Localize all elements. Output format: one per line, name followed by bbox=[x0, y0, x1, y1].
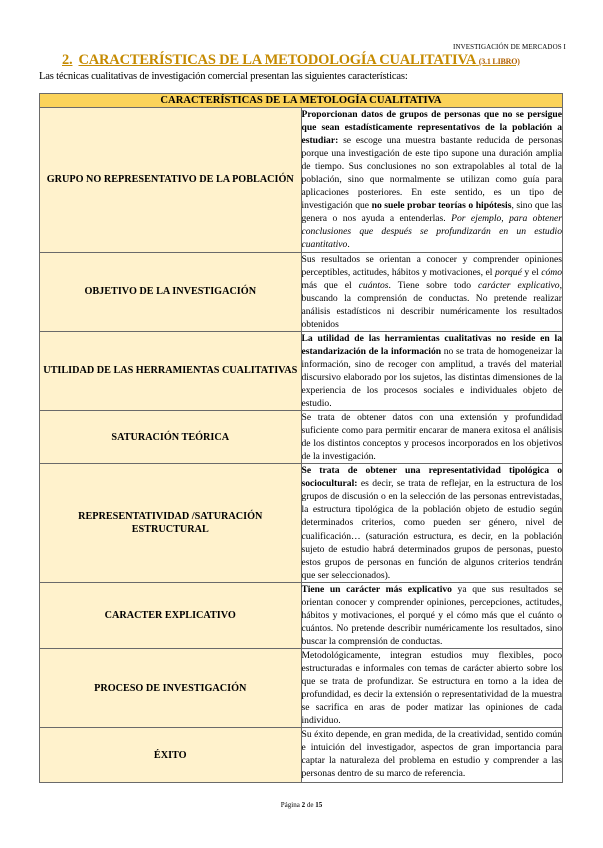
section-number: 2. bbox=[62, 52, 73, 68]
characteristics-table bbox=[39, 93, 563, 783]
desc-bold: Proporcionan datos de grupos de personas que no se persigue que sean estadísticamente representativos de la población a estudiar: bbox=[301, 109, 562, 147]
desc-bold: La utilidad de las herramientas cualitativas no reside en la estandarización de la información bbox=[301, 332, 562, 357]
desc-text: , sino que las genera o nos ayuda a entenderlas. bbox=[301, 200, 562, 225]
row-description bbox=[301, 648, 563, 727]
table-row bbox=[40, 582, 563, 648]
desc-text: . bbox=[347, 239, 350, 251]
section-reference: (3.1 LIBRO) bbox=[478, 57, 520, 66]
row-label: OBJETIVO DE LA INVESTIGACIÓN bbox=[40, 252, 302, 331]
running-header: INVESTIGACIÓN DE MERCADOS I bbox=[453, 43, 566, 51]
desc-text: . Tiene sobre todo bbox=[388, 279, 479, 291]
desc-text: es decir, se trata de reflejar, en la estructura de los grupos de discusión o en la selección de las personas entrevistadas, la estructura tipológica de la población objeto de estudio según determinados criterios, como pueden ser género, nivel de cualificación… (saturación estructura, es decir, en la población sujeto de estudio habrá determinados grupos de personas, puesto estos grupos de personas en función de algunos criterios tendrán que ser seleccionados). bbox=[301, 478, 562, 581]
row-description bbox=[301, 108, 563, 253]
desc-text: Su éxito depende, en gran medida, de la creatividad, sentido común e intuición del investigador, aspectos de gran importancia para captar la naturaleza del problema en estudio y comprender a las personas dentro de su marco de referencia. bbox=[301, 729, 562, 780]
section-title bbox=[62, 52, 520, 69]
desc-text: y el bbox=[521, 266, 542, 278]
desc-text: Sus resultados se orientan a conocer y comprender opiniones perceptibles, actitudes, hábitos y motivaciones, el bbox=[301, 253, 562, 278]
page-footer bbox=[0, 801, 603, 809]
table-row bbox=[40, 331, 563, 410]
table-header: CARACTERÍSTICAS DE LA METOLOGÍA CUALITATIVA bbox=[40, 94, 563, 108]
desc-text: Se trata de obtener datos con una extensión y profundidad suficiente como para permitir encarar de manera exitosa el análisis de los distintos conceptos y procesos incorporados en los objetivos de la investigación. bbox=[301, 412, 562, 463]
total-pages: 15 bbox=[315, 801, 323, 809]
desc-text: más que el bbox=[301, 279, 359, 291]
desc-text: , buscando la comprensión de conductas. No pretende realizar análisis estadísticos ni describir numéricamente los resultados obtenidos bbox=[301, 279, 562, 330]
desc-text: ya que sus resultados se orientan conocer y comprender opiniones, percepciones, actitudes, hábitos y motivaciones, el porqué y el cómo más que el cuánto o cuántos. No pretende describir numéricamente los resultados, sino buscar la comprensión de conductas. bbox=[301, 583, 562, 647]
table-row bbox=[40, 464, 563, 582]
current-page: 2 bbox=[301, 801, 306, 809]
desc-text: Metodológicamente, integran estudios muy flexibles, poco estructuradas e informales con temas de carácter abierto sobre los que se trata de profundizar. Se estructura en torno a la idea de profundidad, es decir la extensión o representatividad de la muestra se sacrifica en aras de poder matizar las opiniones de cada individuo. bbox=[301, 649, 562, 727]
footer-prefix: Página bbox=[280, 801, 302, 809]
desc-bold: Se trata de obtener una representatividad tipológica o sociocultural: bbox=[301, 465, 562, 490]
desc-italic: carácter explicativo bbox=[478, 279, 560, 291]
row-description bbox=[301, 464, 563, 582]
table-row bbox=[40, 728, 563, 783]
row-description bbox=[301, 411, 563, 464]
row-label: PROCESO DE INVESTIGACIÓN bbox=[40, 648, 302, 727]
table-row bbox=[40, 108, 563, 253]
desc-bold: no suele probar teorías o hipótesis bbox=[371, 200, 512, 212]
row-description bbox=[301, 728, 563, 783]
table-row bbox=[40, 252, 563, 331]
footer-middle: de bbox=[305, 801, 316, 809]
table-row bbox=[40, 411, 563, 464]
row-label: SATURACIÓN TEÓRICA bbox=[40, 411, 302, 464]
desc-italic: Por ejemplo, para obtener conclusiones que después se profundizarán en un estudio cuantitativo bbox=[301, 213, 562, 251]
row-description bbox=[301, 331, 563, 410]
row-description bbox=[301, 582, 563, 648]
desc-bold: Tiene un carácter más explicativo bbox=[301, 583, 452, 595]
row-label: CARACTER EXPLICATIVO bbox=[40, 582, 302, 648]
section-title-text: CARACTERÍSTICAS DE LA METODOLOGÍA CUALITATIVA bbox=[78, 52, 476, 68]
desc-text: no se trata de homogeneizar la información, sino de recoger con amplitud, a través del material discursivo elaborado por los sujetos, las distintas dimensiones de la experiencia de los procesos sociales e individuales objeto de estudio. bbox=[301, 345, 562, 410]
row-label: ÉXITO bbox=[40, 728, 302, 783]
desc-italic: cómo bbox=[541, 266, 562, 278]
desc-italic: porqué bbox=[495, 266, 522, 278]
row-description bbox=[301, 252, 563, 331]
row-label: REPRESENTATIVIDAD /SATURACIÓN ESTRUCTURAL bbox=[40, 464, 302, 582]
table-header-row bbox=[40, 94, 563, 108]
table-row bbox=[40, 648, 563, 727]
row-label: GRUPO NO REPRESENTATIVO DE LA POBLACIÓN bbox=[40, 108, 302, 253]
desc-text: se escoge una muestra bastante reducida de personas porque una investigación de este tipo supone una duración amplia de tiempo. Sus conclusiones no son extrapolables al total de la población, sino que normalmente se utilizan como guía para aplicaciones posteriores. En este sentido, es un tipo de investigación que bbox=[301, 135, 562, 212]
desc-italic: cuántos bbox=[358, 279, 389, 291]
intro-paragraph: Las técnicas cualitativas de investigación comercial presentan las siguientes características: bbox=[39, 71, 408, 82]
row-label: UTILIDAD DE LAS HERRAMIENTAS CUALITATIVAS bbox=[40, 331, 302, 410]
